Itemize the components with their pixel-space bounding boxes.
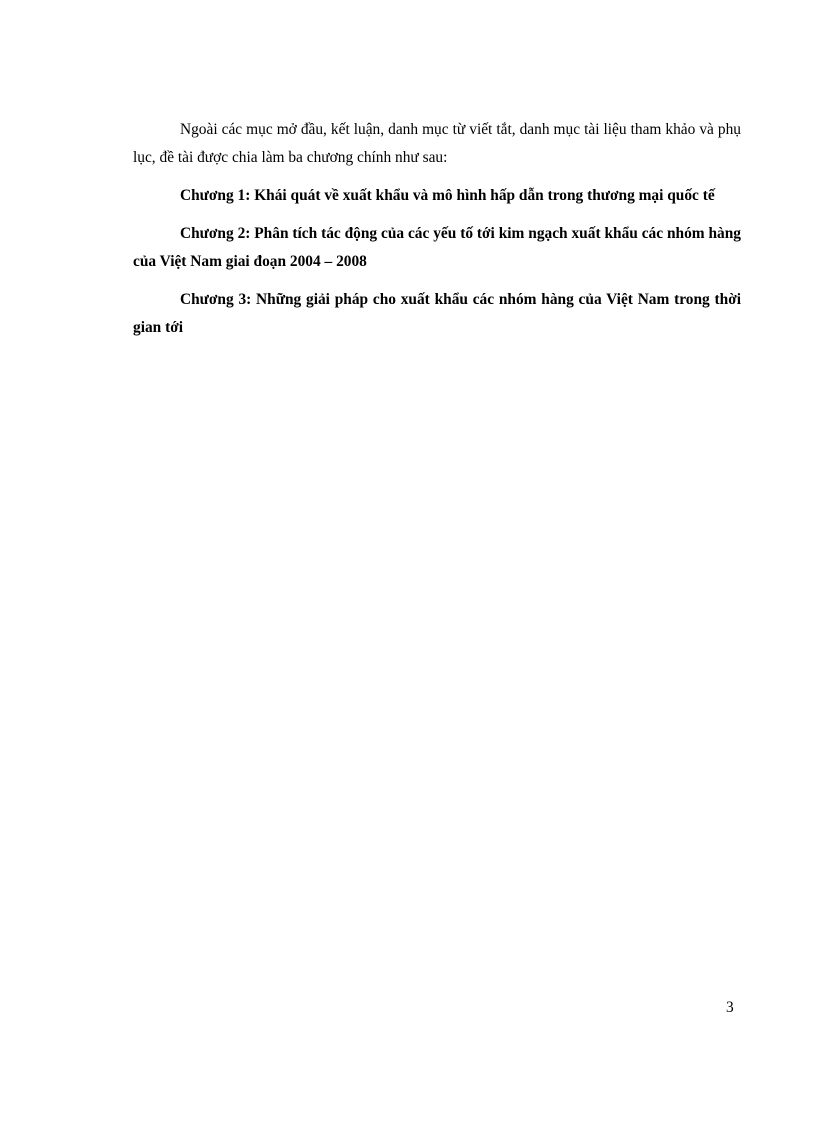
- chapter-3-heading: Chương 3: Những giải pháp cho xuất khẩu các nhóm hàng của Việt Nam trong thời gian tới: [133, 291, 741, 336]
- intro-paragraph: Ngoài các mục mở đầu, kết luận, danh mục từ viết tắt, danh mục tài liệu tham khảo và phụ lục, đề tài được chia làm ba chương chính như sau:: [133, 121, 741, 166]
- chapter-1-heading: Chương 1: Khái quát về xuất khẩu và mô hình hấp dẫn trong thương mại quốc tế: [180, 187, 715, 204]
- page-number: 3: [726, 999, 734, 1016]
- body-text: [133, 116, 741, 352]
- chapter-2-heading: Chương 2: Phân tích tác động của các yếu tố tới kim ngạch xuất khẩu các nhóm hàng của Việt Nam giai đoạn 2004 – 2008: [133, 225, 741, 270]
